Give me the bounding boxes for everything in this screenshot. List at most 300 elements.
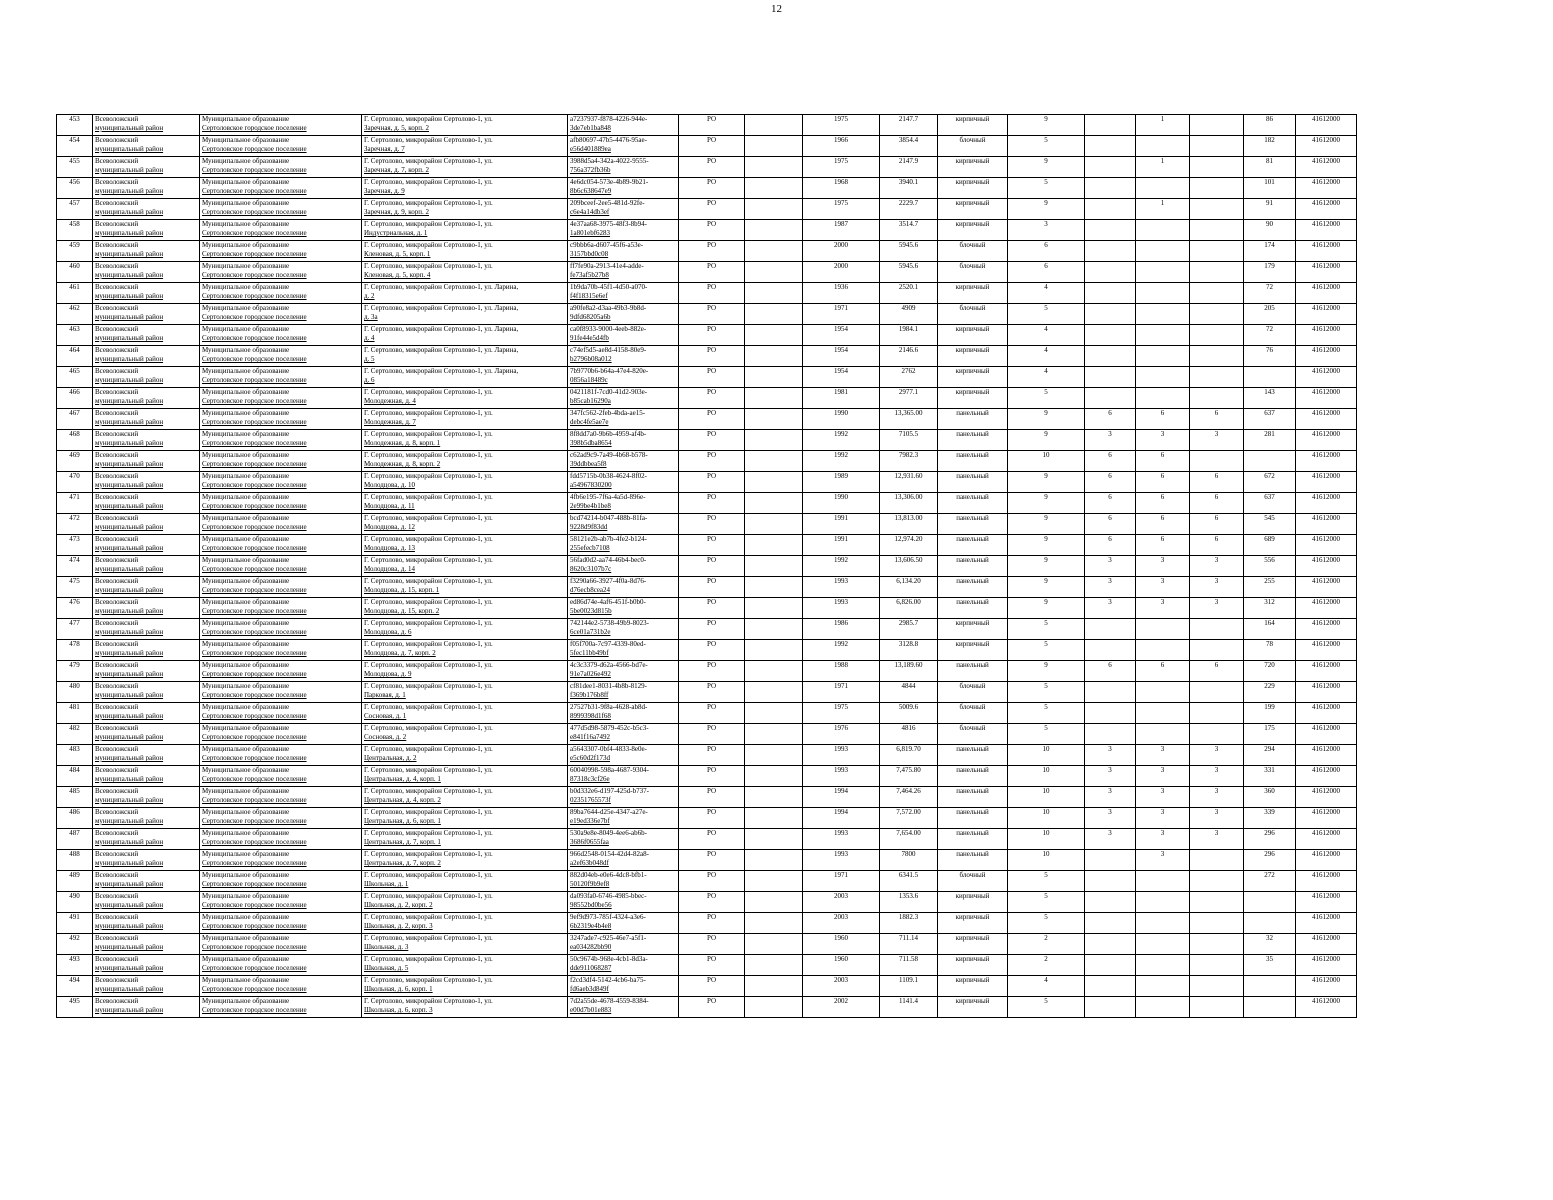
address-line-1: Г. Сертолово, микрорайон Сертолово-1, ул. Ларина, — [364, 346, 519, 354]
year-built: 2003 — [834, 976, 848, 984]
wall-material-cell — [938, 808, 1008, 829]
count-a-cell — [1085, 304, 1136, 325]
floors: 9 — [1044, 535, 1048, 543]
fias-guid-line-1: c9bbb6a-d607-45f6-a53e- — [570, 241, 644, 249]
year-built: 1954 — [834, 346, 848, 354]
wall-material-cell — [938, 262, 1008, 283]
district-line-1: Всеволожский — [95, 514, 139, 522]
floors: 5 — [1044, 178, 1048, 186]
wall-material-cell — [938, 934, 1008, 955]
district-cell — [93, 325, 200, 346]
year-built-cell — [803, 976, 880, 997]
apartments-cell — [1244, 451, 1296, 472]
count-b-cell — [1136, 808, 1190, 829]
district-line-2: муниципальный район — [95, 355, 164, 363]
area-cell — [880, 619, 938, 640]
fias-guid-line-1: 50c9674b-968e-4cb1-8d3a- — [570, 955, 648, 963]
row-number-cell — [57, 934, 93, 955]
wall-material: кирпичный — [955, 997, 990, 1005]
wall-material: кирпичный — [955, 640, 990, 648]
oktmo-code-cell — [1296, 766, 1357, 787]
area-cell — [880, 199, 938, 220]
region-code-cell — [679, 724, 745, 745]
oktmo-code-cell — [1296, 808, 1357, 829]
wall-material-cell — [938, 325, 1008, 346]
floors-cell — [1008, 346, 1085, 367]
wall-material: кирпичный — [955, 913, 990, 921]
apartments-cell — [1244, 472, 1296, 493]
row-number: 495 — [69, 997, 80, 1005]
floors-cell — [1008, 766, 1085, 787]
count-c: 3 — [1214, 829, 1219, 837]
count-a: 6 — [1108, 661, 1112, 669]
municipality-line-1: Муниципальное образование — [202, 430, 290, 438]
area: 1353.6 — [898, 892, 919, 900]
wall-material: панельный — [956, 787, 989, 795]
apartments-cell — [1244, 115, 1296, 136]
row-number: 469 — [69, 451, 80, 459]
district-line-1: Всеволожский — [95, 388, 139, 396]
district-line-2: муниципальный район — [95, 838, 164, 846]
fias-guid-cell — [568, 619, 679, 640]
municipality-line-1: Муниципальное образование — [202, 598, 290, 606]
address-line-2: Заречная, д. 9, корп. 2 — [364, 208, 429, 216]
address-line-2: Школьная, д. 6, корп. 3 — [364, 1006, 433, 1014]
count-b: 3 — [1160, 829, 1165, 837]
district-line-1: Всеволожский — [95, 787, 139, 795]
wall-material-cell — [938, 619, 1008, 640]
area: 12,931.60 — [894, 472, 923, 480]
wall-material: кирпичный — [955, 934, 990, 942]
year-built: 1960 — [834, 955, 848, 963]
region-code: РО — [706, 871, 717, 879]
municipality-cell — [200, 892, 362, 913]
address-cell — [362, 913, 568, 934]
oktmo-code-cell — [1296, 514, 1357, 535]
floors: 9 — [1044, 661, 1048, 669]
count-b-cell — [1136, 955, 1190, 976]
region-code-cell — [679, 640, 745, 661]
region-code: РО — [706, 934, 717, 942]
municipality-cell — [200, 241, 362, 262]
municipality-line-1: Муниципальное образование — [202, 661, 290, 669]
fias-guid-line-2: fd6aeb3d849f — [570, 985, 609, 993]
municipality-line-1: Муниципальное образование — [202, 850, 290, 858]
region-code: РО — [706, 850, 717, 858]
address-line-2: д. 4 — [364, 334, 375, 342]
count-a-cell — [1085, 913, 1136, 934]
count-a-cell — [1085, 535, 1136, 556]
address-line-2: Кленовая, д. 5, корп. 4 — [364, 271, 431, 279]
row-number-cell — [57, 766, 93, 787]
floors-cell — [1008, 934, 1085, 955]
wall-material-cell — [938, 892, 1008, 913]
municipality-cell — [200, 871, 362, 892]
count-b: 1 — [1160, 115, 1165, 123]
address-line-2: Школьная, д. 2, корп. 3 — [364, 922, 433, 930]
municipality-cell — [200, 304, 362, 325]
district-cell — [93, 598, 200, 619]
area: 6,134.20 — [896, 577, 921, 585]
count-c-cell — [1190, 934, 1244, 955]
oktmo-code-cell — [1296, 409, 1357, 430]
region-code-cell — [679, 766, 745, 787]
row-number: 475 — [69, 577, 80, 585]
row-number-cell — [57, 136, 93, 157]
row-number: 455 — [69, 157, 80, 165]
year-built: 1981 — [834, 388, 848, 396]
district-line-1: Всеволожский — [95, 640, 139, 648]
table-row — [57, 955, 1431, 976]
address-cell — [362, 304, 568, 325]
municipality-cell — [200, 220, 362, 241]
count-b-cell — [1136, 682, 1190, 703]
area-cell — [880, 808, 938, 829]
count-c-cell — [1190, 976, 1244, 997]
address-line-1: Г. Сертолово, микрорайон Сертолово-1, ул. — [364, 913, 493, 921]
fias-guid-line-2: 398b5dba8654 — [570, 439, 612, 447]
oktmo-code-cell — [1296, 913, 1357, 934]
area: 1882.3 — [898, 913, 919, 921]
region-code: РО — [706, 241, 717, 249]
row-number: 491 — [69, 913, 80, 921]
district-cell — [93, 787, 200, 808]
wall-material-cell — [938, 745, 1008, 766]
floors-cell — [1008, 325, 1085, 346]
municipality-cell — [200, 367, 362, 388]
region-code-cell — [679, 808, 745, 829]
year-built: 1975 — [834, 703, 848, 711]
apartments-cell — [1244, 766, 1296, 787]
address-line-1: Г. Сертолово, микрорайон Сертолово-1, ул. — [364, 934, 493, 942]
district-line-2: муниципальный район — [95, 712, 164, 720]
floors-cell — [1008, 367, 1085, 388]
oktmo-code-cell — [1296, 472, 1357, 493]
apartments: 205 — [1264, 304, 1275, 312]
municipality-line-1: Муниципальное образование — [202, 493, 290, 501]
region-code: РО — [706, 178, 717, 186]
year-built: 1993 — [834, 577, 848, 585]
row-number: 489 — [69, 871, 80, 879]
address-cell — [362, 493, 568, 514]
fias-guid-line-2: f4f18315e6ef — [570, 292, 608, 300]
area: 7,475.80 — [896, 766, 921, 774]
fias-guid-line-2: 02351765573f — [570, 796, 611, 804]
district-line-2: муниципальный район — [95, 124, 164, 132]
empty-cell-cell — [745, 136, 803, 157]
municipality-line-2: Сертоловское городское поселение — [202, 187, 307, 195]
address-line-2: Молодцова, д. 11 — [364, 502, 415, 510]
count-c-cell — [1190, 913, 1244, 934]
count-c: 3 — [1214, 556, 1219, 564]
wall-material-cell — [938, 556, 1008, 577]
year-built-cell — [803, 409, 880, 430]
oktmo-code: 41612000 — [1312, 493, 1340, 501]
count-c-cell — [1190, 850, 1244, 871]
year-built-cell — [803, 472, 880, 493]
apartments-cell — [1244, 388, 1296, 409]
fias-guid-line-1: 60040998-598a-4687-9304- — [570, 766, 649, 774]
year-built: 1993 — [834, 766, 848, 774]
count-c-cell — [1190, 430, 1244, 451]
empty-cell-cell — [745, 682, 803, 703]
municipality-line-1: Муниципальное образование — [202, 262, 290, 270]
oktmo-code-cell — [1296, 115, 1357, 136]
district-line-1: Всеволожский — [95, 661, 139, 669]
count-b: 6 — [1160, 514, 1165, 522]
count-a: 3 — [1108, 577, 1112, 585]
fias-guid-line-1: 882d04eb-e0e6-4dc8-bfb1- — [570, 871, 647, 879]
fias-guid-line-2: 0856a18489c — [570, 376, 608, 384]
region-code-cell — [679, 199, 745, 220]
row-number: 483 — [69, 745, 80, 753]
region-code-cell — [679, 892, 745, 913]
year-built-cell — [803, 220, 880, 241]
region-code: РО — [706, 346, 717, 354]
municipality-cell — [200, 976, 362, 997]
fias-guid-line-1: 8f8dd7a0-9b6b-4959-af4b- — [570, 430, 647, 438]
municipality-line-2: Сертоловское городское поселение — [202, 712, 307, 720]
count-a-cell — [1085, 661, 1136, 682]
apartments: 296 — [1264, 850, 1275, 858]
wall-material: панельный — [956, 829, 989, 837]
count-b-cell — [1136, 283, 1190, 304]
municipality-line-2: Сертоловское городское поселение — [202, 901, 307, 909]
fias-guid-line-2: 6ce01a731b2e — [570, 628, 611, 636]
district-line-1: Всеволожский — [95, 850, 139, 858]
year-built: 1991 — [834, 535, 848, 543]
wall-material-cell — [938, 136, 1008, 157]
district-cell — [93, 913, 200, 934]
municipality-line-1: Муниципальное образование — [202, 871, 290, 879]
floors: 9 — [1044, 115, 1048, 123]
apartments-cell — [1244, 430, 1296, 451]
year-built: 1994 — [834, 808, 848, 816]
district-cell — [93, 871, 200, 892]
region-code: РО — [706, 892, 717, 900]
oktmo-code: 41612000 — [1312, 913, 1340, 921]
fias-guid-cell — [568, 577, 679, 598]
region-code-cell — [679, 850, 745, 871]
region-code-cell — [679, 283, 745, 304]
region-code-cell — [679, 430, 745, 451]
count-a-cell — [1085, 325, 1136, 346]
district-line-2: муниципальный район — [95, 922, 164, 930]
municipality-line-1: Муниципальное образование — [202, 976, 290, 984]
wall-material: блочный — [959, 724, 986, 732]
count-a: 3 — [1108, 829, 1112, 837]
municipality-line-2: Сертоловское городское поселение — [202, 334, 307, 342]
district-line-1: Всеволожский — [95, 535, 139, 543]
region-code-cell — [679, 955, 745, 976]
count-a: 3 — [1108, 598, 1112, 606]
municipality-line-1: Муниципальное образование — [202, 115, 290, 123]
municipality-line-2: Сертоловское городское поселение — [202, 565, 307, 573]
fias-guid-cell — [568, 262, 679, 283]
oktmo-code-cell — [1296, 535, 1357, 556]
year-built-cell — [803, 388, 880, 409]
count-b-cell — [1136, 241, 1190, 262]
district-line-1: Всеволожский — [95, 598, 139, 606]
municipality-line-2: Сертоловское городское поселение — [202, 166, 307, 174]
address-cell — [362, 766, 568, 787]
count-b-cell — [1136, 514, 1190, 535]
floors: 5 — [1044, 724, 1048, 732]
row-number-cell — [57, 619, 93, 640]
count-c-cell — [1190, 367, 1244, 388]
municipality-line-2: Сертоловское городское поселение — [202, 691, 307, 699]
area-cell — [880, 241, 938, 262]
address-cell — [362, 934, 568, 955]
row-number: 465 — [69, 367, 80, 375]
oktmo-code-cell — [1296, 325, 1357, 346]
floors: 5 — [1044, 388, 1048, 396]
row-number: 494 — [69, 976, 80, 984]
row-number-cell — [57, 556, 93, 577]
count-a-cell — [1085, 976, 1136, 997]
floors: 5 — [1044, 640, 1048, 648]
district-line-1: Всеволожский — [95, 451, 139, 459]
wall-material: панельный — [956, 808, 989, 816]
district-cell — [93, 934, 200, 955]
count-b-cell — [1136, 430, 1190, 451]
count-b: 3 — [1160, 430, 1165, 438]
table-body — [57, 115, 1431, 1018]
table-row — [57, 976, 1431, 997]
count-c: 3 — [1214, 577, 1219, 585]
floors: 10 — [1042, 787, 1050, 795]
address-line-1: Г. Сертолово, микрорайон Сертолово-1, ул. — [364, 472, 493, 480]
wall-material: панельный — [956, 661, 989, 669]
address-line-1: Г. Сертолово, микрорайон Сертолово-1, ул. — [364, 745, 493, 753]
table-row — [57, 325, 1431, 346]
table-row — [57, 850, 1431, 871]
oktmo-code-cell — [1296, 220, 1357, 241]
count-c-cell — [1190, 178, 1244, 199]
count-b-cell — [1136, 598, 1190, 619]
fias-guid-cell — [568, 115, 679, 136]
oktmo-code: 41612000 — [1312, 577, 1340, 585]
floors-cell — [1008, 619, 1085, 640]
row-number: 464 — [69, 346, 80, 354]
region-code-cell — [679, 556, 745, 577]
count-a-cell — [1085, 115, 1136, 136]
fias-guid-line-2: dde911068287 — [570, 964, 612, 972]
apartments-cell — [1244, 346, 1296, 367]
municipality-line-2: Сертоловское городское поселение — [202, 292, 307, 300]
table-row — [57, 304, 1431, 325]
address-line-2: Заречная, д. 9 — [364, 187, 405, 195]
district-line-1: Всеволожский — [95, 409, 139, 417]
floors-cell — [1008, 976, 1085, 997]
count-b-cell — [1136, 829, 1190, 850]
row-number: 456 — [69, 178, 80, 186]
municipality-cell — [200, 934, 362, 955]
address-cell — [362, 724, 568, 745]
fias-guid-cell — [568, 892, 679, 913]
municipality-cell — [200, 598, 362, 619]
year-built: 2003 — [834, 913, 848, 921]
area-cell — [880, 577, 938, 598]
table-row — [57, 493, 1431, 514]
count-c-cell — [1190, 556, 1244, 577]
row-number-cell — [57, 997, 93, 1018]
empty-cell-cell — [745, 535, 803, 556]
count-b-cell — [1136, 640, 1190, 661]
district-line-2: муниципальный район — [95, 880, 164, 888]
municipality-cell — [200, 388, 362, 409]
count-b-cell — [1136, 115, 1190, 136]
district-line-2: муниципальный район — [95, 376, 164, 384]
municipality-line-2: Сертоловское городское поселение — [202, 250, 307, 258]
row-number-cell — [57, 745, 93, 766]
apartments: 90 — [1266, 220, 1273, 228]
count-c-cell — [1190, 283, 1244, 304]
floors-cell — [1008, 241, 1085, 262]
wall-material-cell — [938, 976, 1008, 997]
count-c-cell — [1190, 619, 1244, 640]
wall-material-cell — [938, 661, 1008, 682]
municipality-line-2: Сертоловское городское поселение — [202, 922, 307, 930]
address-line-2: Парковая, д. 1 — [364, 691, 406, 699]
count-b: 3 — [1160, 556, 1165, 564]
municipality-line-2: Сертоловское городское поселение — [202, 397, 307, 405]
floors-cell — [1008, 304, 1085, 325]
region-code: РО — [706, 829, 717, 837]
wall-material-cell — [938, 493, 1008, 514]
wall-material-cell — [938, 451, 1008, 472]
district-line-1: Всеволожский — [95, 997, 139, 1005]
address-cell — [362, 115, 568, 136]
oktmo-code: 41612000 — [1312, 325, 1340, 333]
area-cell — [880, 787, 938, 808]
fias-guid-cell — [568, 220, 679, 241]
fias-guid-line-2: 87318c3cf26e — [570, 775, 610, 783]
district-line-1: Всеволожский — [95, 724, 139, 732]
oktmo-code-cell — [1296, 703, 1357, 724]
apartments-cell — [1244, 850, 1296, 871]
wall-material: кирпичный — [955, 367, 990, 375]
area: 5009.6 — [898, 703, 919, 711]
region-code: РО — [706, 388, 717, 396]
empty-cell-cell — [745, 661, 803, 682]
count-b-cell — [1136, 409, 1190, 430]
wall-material: панельный — [956, 556, 989, 564]
region-code: РО — [706, 661, 717, 669]
municipality-line-1: Муниципальное образование — [202, 535, 290, 543]
count-b-cell — [1136, 157, 1190, 178]
region-code-cell — [679, 388, 745, 409]
count-c-cell — [1190, 262, 1244, 283]
fias-guid-line-1: 4e6dc054-573e-4b89-9b21- — [570, 178, 649, 186]
table-row — [57, 913, 1431, 934]
year-built: 1993 — [834, 598, 848, 606]
count-c: 6 — [1214, 472, 1219, 480]
wall-material-cell — [938, 766, 1008, 787]
year-built-cell — [803, 535, 880, 556]
area-cell — [880, 283, 938, 304]
apartments-cell — [1244, 997, 1296, 1018]
area-cell — [880, 850, 938, 871]
address-cell — [362, 241, 568, 262]
address-line-1: Г. Сертолово, микрорайон Сертолово-1, ул. — [364, 997, 493, 1005]
oktmo-code: 41612000 — [1312, 430, 1340, 438]
count-b: 3 — [1160, 787, 1165, 795]
apartments-cell — [1244, 829, 1296, 850]
wall-material-cell — [938, 598, 1008, 619]
district-line-2: муниципальный район — [95, 397, 164, 405]
apartments-cell — [1244, 409, 1296, 430]
